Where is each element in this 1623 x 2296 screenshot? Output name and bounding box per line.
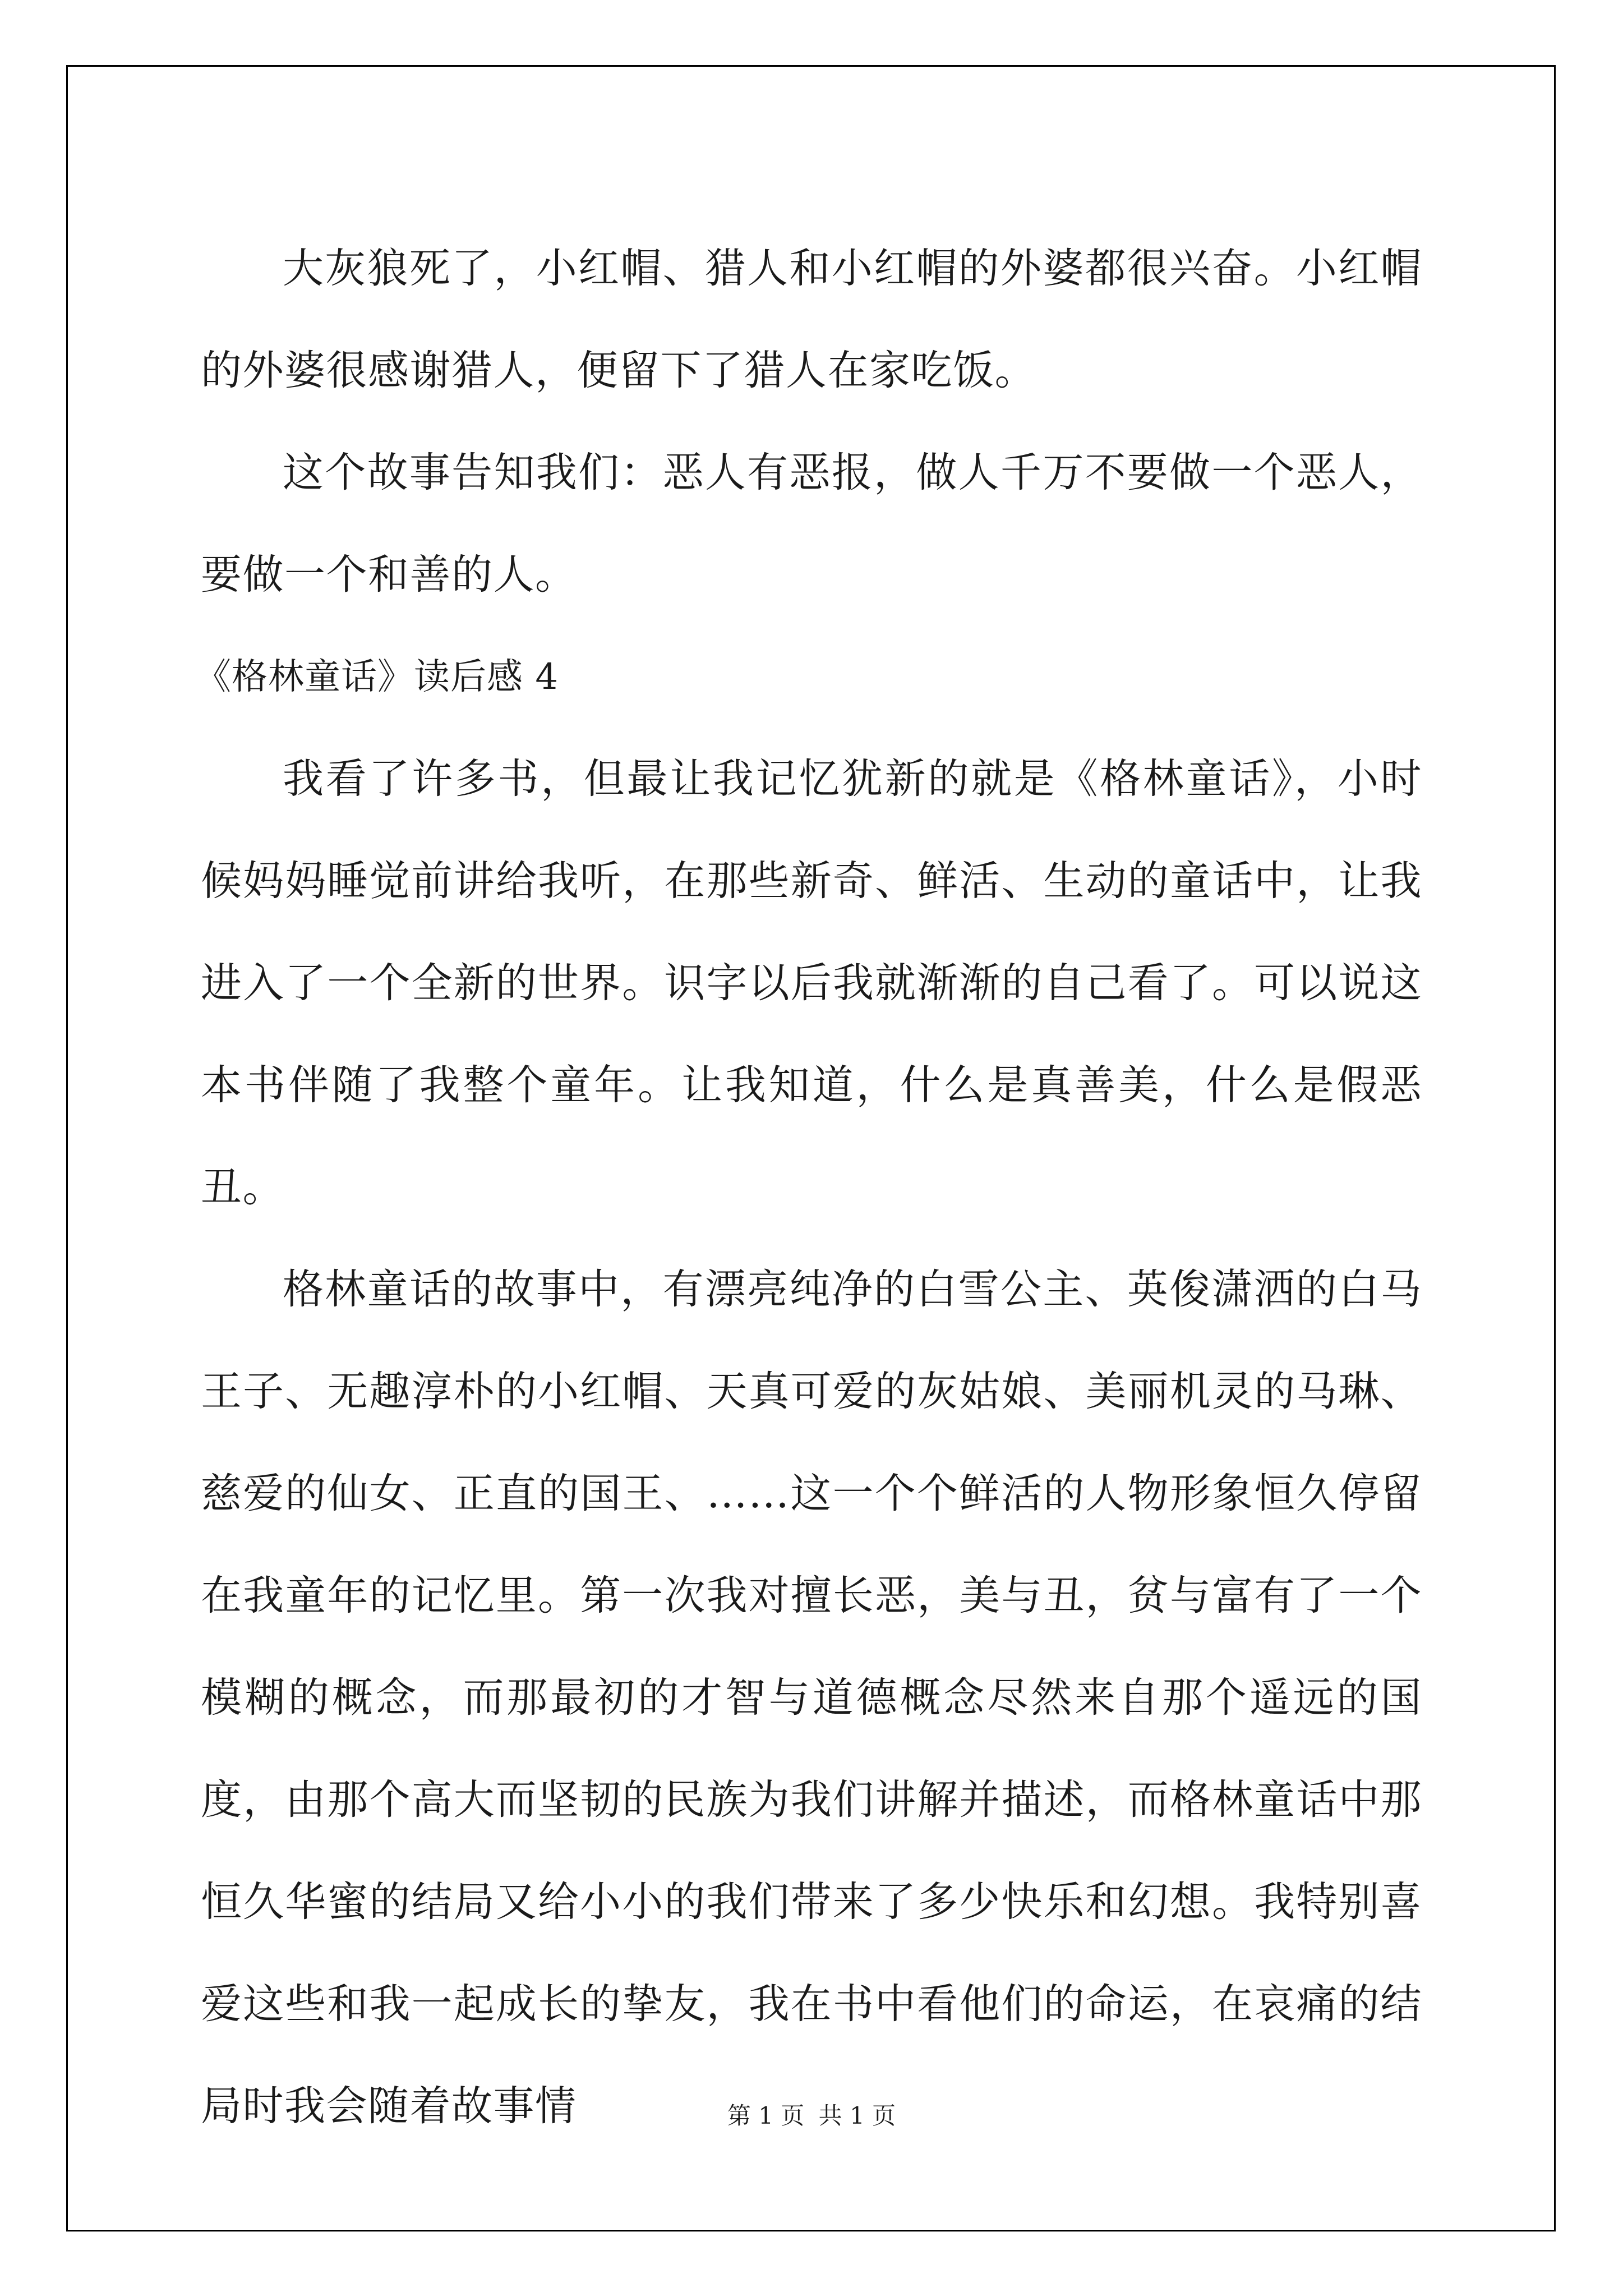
- document-body: [195, 218, 1422, 2157]
- paragraph: 格林童话的故事中，有漂亮纯净的白雪公主、英俊潇洒的白马王子、无趣淳朴的小红帽、天真可爱的灰姑娘、美丽机灵的马琳、慈爱的仙女、正直的国王、……这一个个鲜活的人物形象恒久停留在我童年的记忆里。第一次我对擅长恶，美与丑，贫与富有了一个模糊的概念，而那最初的才智与道德概念尽然来自那个遥远的国度，由那个高大而坚韧的民族为我们讲解并描述，而格林童话中那恒久华蜜的结局又给小小的我们带来了多少快乐和幻想。我特别喜爱这些和我一起成长的挚友，我在书中看他们的命运，在哀痛的结局时我会随着故事情: [201, 1266, 1422, 2130]
- page-total: 共 1 页: [818, 2102, 896, 2129]
- paragraph: 这个故事告知我们：恶人有恶报，做人千万不要做一个恶人，要做一个和善的人。: [201, 449, 1422, 599]
- section-heading: 《格林童话》读后感 4: [195, 656, 559, 698]
- page-number: 第 1 页: [727, 2102, 805, 2129]
- paragraph: 我看了许多书，但最让我记忆犹新的就是《格林童话》，小时候妈妈睡觉前讲给我听，在那些新奇、鲜活、生动的童话中，让我进入了一个全新的世界。识字以后我就渐渐的自己看了。可以说这本书伴随了我整个童年。让我知道，什么是真善美，什么是假恶丑。: [201, 755, 1422, 1211]
- paragraph: 大灰狼死了，小红帽、猎人和小红帽的外婆都很兴奋。小红帽的外婆很感谢猎人，便留下了猎人在家吃饭。: [201, 245, 1422, 394]
- page-footer: [0, 2099, 1623, 2133]
